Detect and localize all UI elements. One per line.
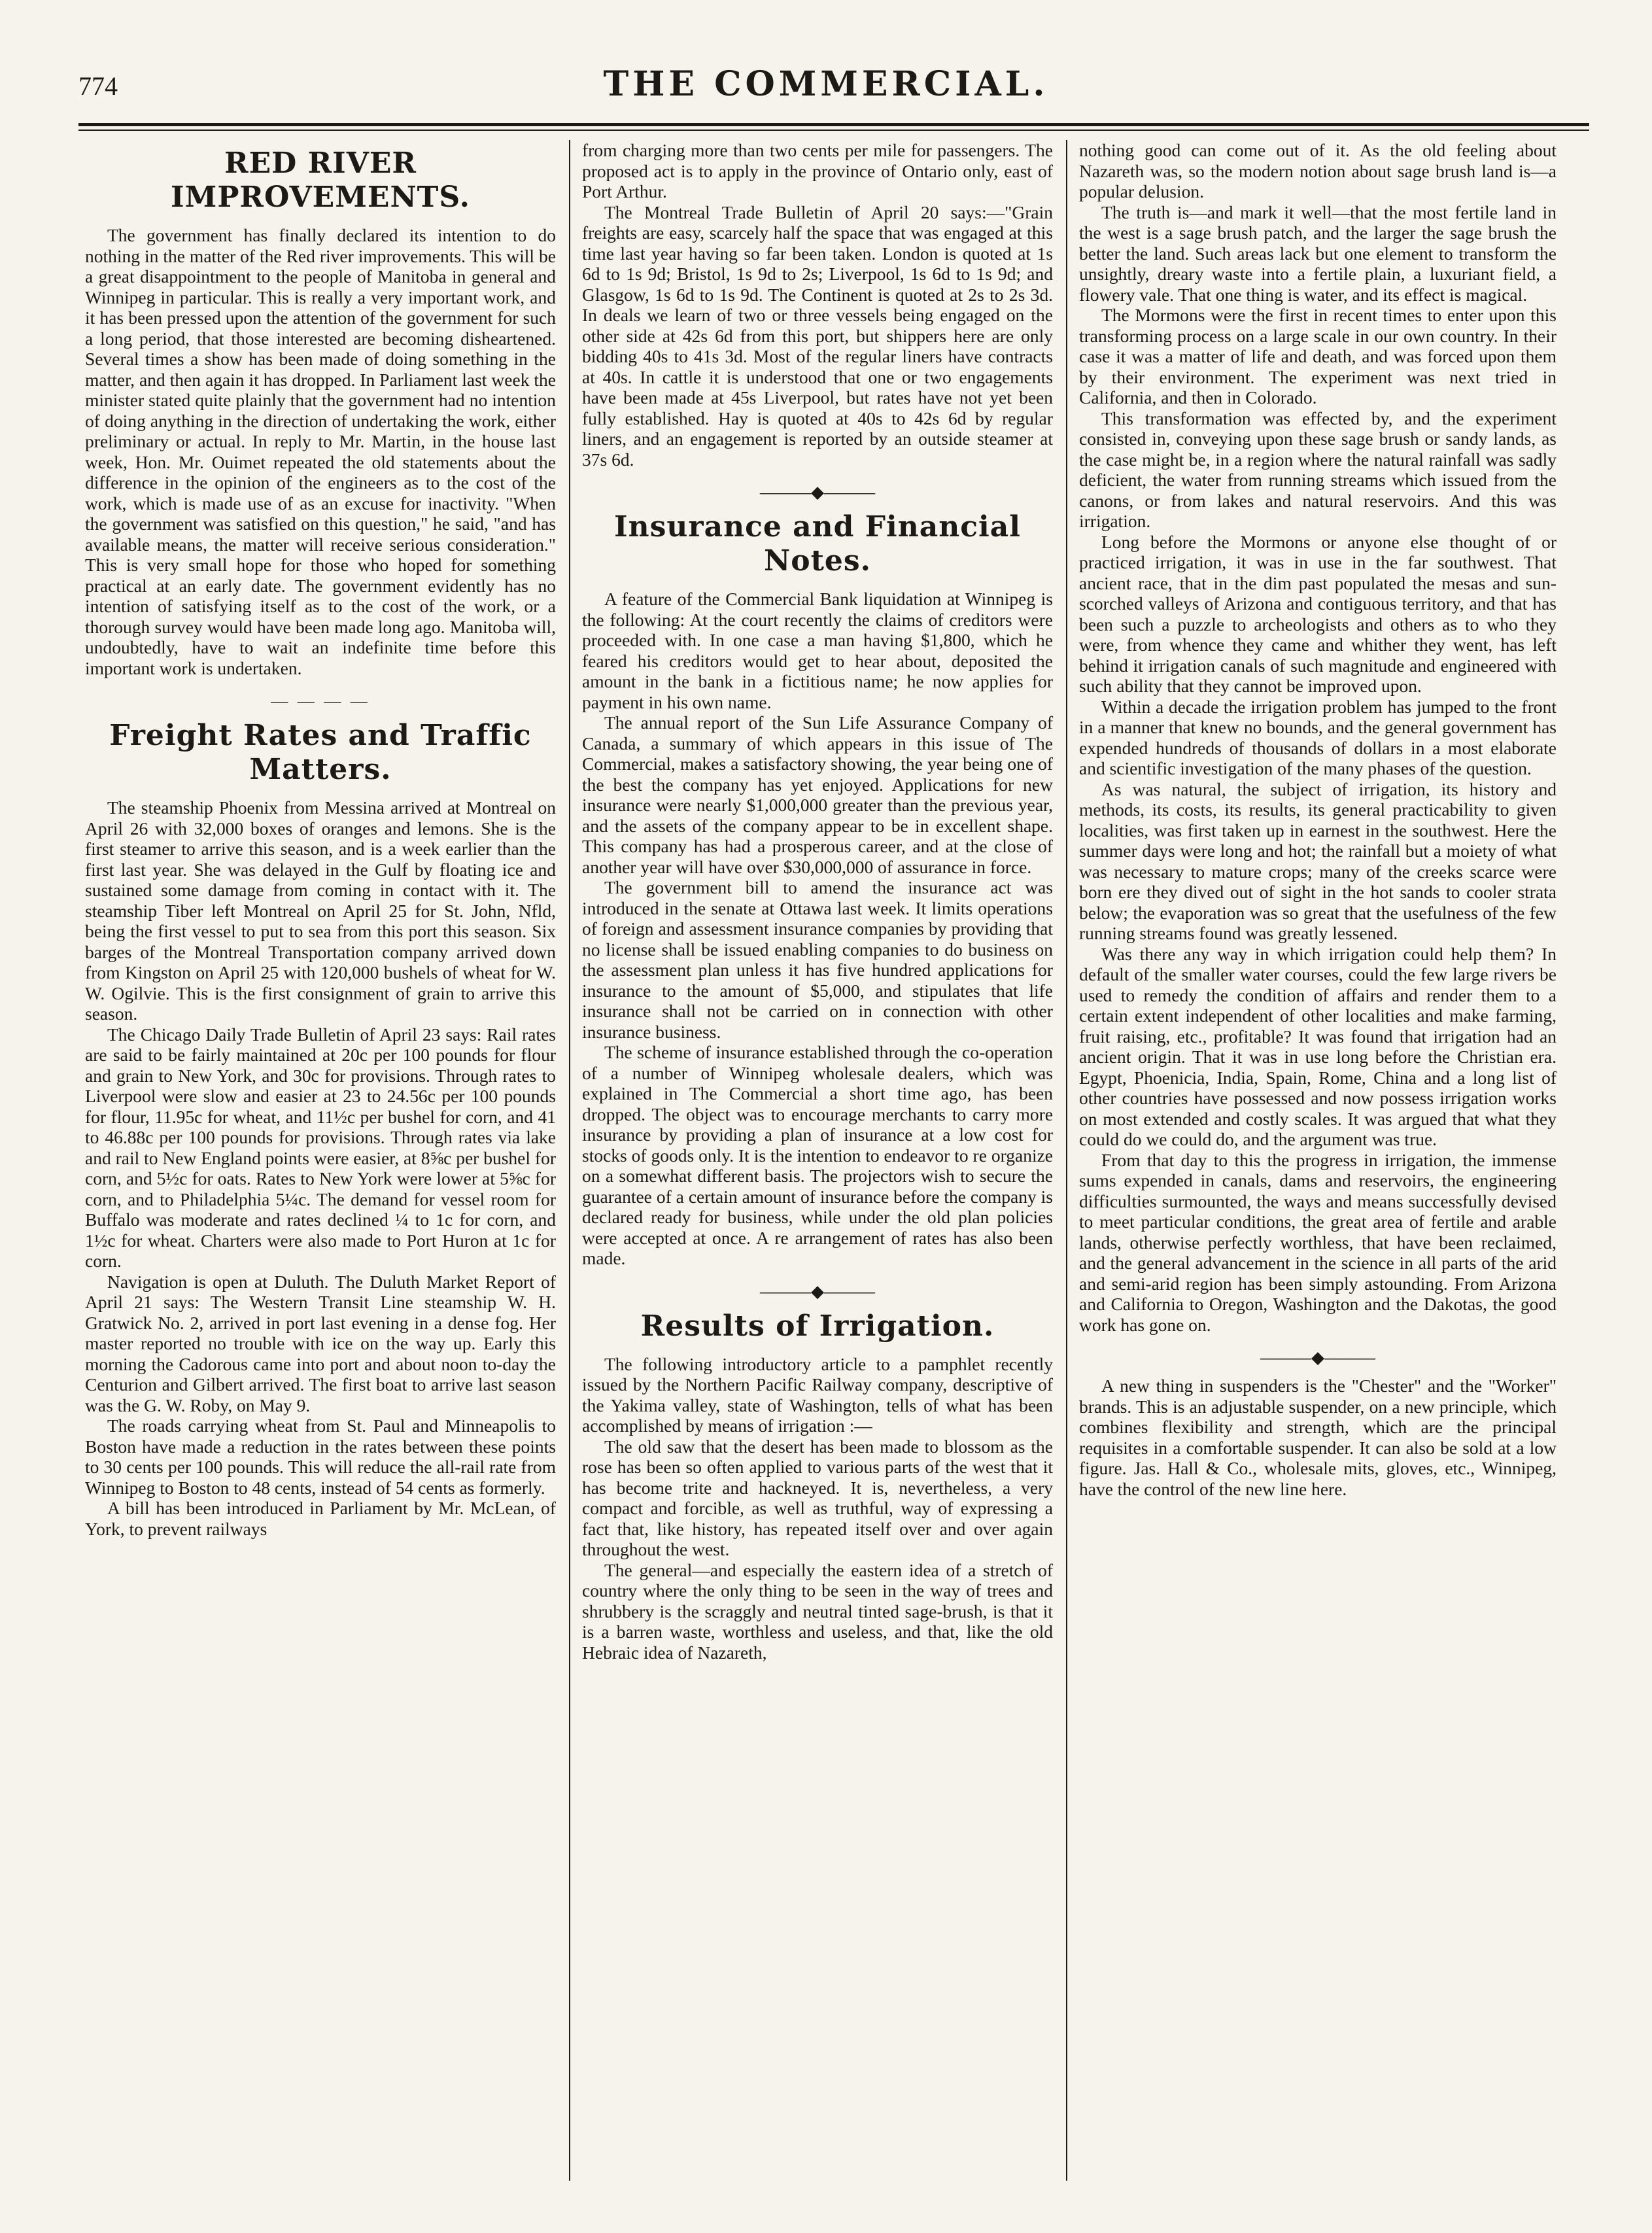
article-paragraph: The roads carrying wheat from St. Paul and Minneapolis to Boston have made a reduction in the rates between these points to 30 cents per 100 pounds. This will reduce the all-rail rate from Winnipeg to Boston to 48 cents, instead of 54 cents as formerly. — [85, 1415, 556, 1498]
article-paragraph: From that day to this the progress in irrigation, the immense sums expended in canals, dams and reservoirs, the engineering difficulties surmounted, the ways and means successfully devised to meet particular conditions, the great area of fertile and arable lands, otherwise perfectly worthless, that have been reclaimed, and the general advancement in the science in all parts of the arid and semi-arid region has been simply astounding. From Arizona and California to Oregon, Washington and the Dakotas, the good work has gone on. — [1079, 1149, 1557, 1335]
article-paragraph: Within a decade the irrigation problem has jumped to the front in a manner that knew no bounds, and the general government has expended hundreds of thousands of dollars in a most elaborate and scientific investigation of the many phases of the question. — [1079, 696, 1557, 778]
article-paragraph: The government has finally declared its intention to do nothing in the matter of the Red river improvements. This will be a great disappointment to the people of Manitoba in general and Winnipeg in particular. This is really a very important work, and it has been pressed upon the attention of the government for such a long period, that those interested are becoming disheartened. Several times a show has been made of doing something in the matter, and then again it has dropped. In Parliament last week the minister stated quite plainly that the government had no intention of doing anything in the direction of undertaking the work, either preliminary or actual. In reply to Mr. Martin, in the house last week, Hon. Mr. Ouimet repeated the old statements about the difference in the opinion of the engineers as to the cost of the work, which is made use of as an excuse for inactivity. "When the government was satisfied on this question," he said, "and has available means, the matter will receive serious consideration." This is very small hope for those who hoped for something practical at an early date. The government evidently has no intention of satisfying itself as to the cost of the work, or a thorough survey would have been made long ago. Manitoba will, undoubtedly, have to wait an indefinite time before this important work is undertaken. — [85, 225, 556, 678]
article-paragraph: Long before the Mormons or anyone else thought of or practiced irrigation, it was in use in the far southwest. That ancient race, that in the dim past populated the mesas and sun-scorched valleys of Arizona and contiguous territory, and that has been such a puzzle to archeologists and others as to who they were, from whence they came and whither they went, has left behind it irrigation canals of such magnitude and engineered with such ability that they cannot be improved upon. — [1079, 531, 1557, 696]
column-separator — [569, 140, 570, 2181]
page-number: 774 — [78, 71, 118, 101]
article-paragraph: The Montreal Trade Bulletin of April 20 says:—"Grain freights are easy, scarcely half the space that was engaged at this time last year having so far been taken. London is quoted at 1s 6d to 1s 9d; Bristol, 1s 9d to 2s; Liverpool, 1s 6d to 1s 9d; and Glasgow, 1s 6d to 1s 9d. The Continent is quoted at 2s to 2s 3d. In deals we learn of two or three vessels being engaged on the other side at 42s 6d from this port, but shippers here are only bidding 40s to 41s 3d. Most of the regular liners have contracts at 40s. In cattle it is understood that one or two engagements have been made at 45s Liverpool, but rates have not yet been fully established. Hay is quoted at 40s to 42s 6d by regular liners, and an engagement is reported by an outside steamer at 37s 6d. — [582, 201, 1053, 470]
article-paragraph: This transformation was effected by, and the experiment consisted in, conveying upon these sage brush or sandy lands, as the case might be, in a region where the natural rainfall was sadly deficient, the water from running streams which issued from the canons, or from lakes and natural reservoirs. And this was irrigation. — [1079, 407, 1557, 531]
column-separator — [1066, 140, 1067, 2181]
section-ornament: ———◆——— — [1260, 1348, 1375, 1367]
article-paragraph: The old saw that the desert has been made to blossom as the rose has been so often applied to various parts of the west that it has become trite and hackneyed. It is, nevertheless, a very compact and forcible, as well as truthful, way of expressing a fact that, like history, has repeated itself over and over again throughout the west. — [582, 1436, 1053, 1559]
article-paragraph: The Chicago Daily Trade Bulletin of April 23 says: Rail rates are said to be fairly maintained at 20c per 100 pounds for flour and grain to New York, and 30c for provisions. Through rates to Liverpool were slow and easier at 23 to 24.56c per 100 pounds for flour, 11.95c for wheat, and 11½c per bushel for corn, and 41 to 46.88c per 100 pounds for provisions. Through rates via lake and rail to New England points were easier, at 8⅝c per bushel for corn, and 5½c for oats. Rates to New York were lower at 5⅝c for corn, and to Philadelphia 5¼c. The demand for vessel room for Buffalo was moderate and rates declined ¼ to 1c for corn, and 1½c for wheat. Charters were also made to Port Huron at 1c for corn. — [85, 1024, 556, 1271]
column-1 — [85, 140, 556, 2194]
article-paragraph: A feature of the Commercial Bank liquidation at Winnipeg is the following: At the court recently the claims of creditors were proceeded with. In one case a man having $1,800, which he feared his creditors would get to hear about, deposited the amount in the bank in a fictitious name; he now applies for payment in his own name. — [582, 589, 1053, 712]
notice-paragraph: A new thing in suspenders is the "Chester" and the "Worker" brands. This is an adjustable suspender, on a new principle, which combines flexibility and strength, which are the principal requisites in a comfortable suspender. It can also be sold at a low figure. Jas. Hall & Co., wholesale mits, gloves, etc., Winnipeg, have the control of the new line here. — [1079, 1376, 1557, 1499]
masthead: THE COMMERCIAL. — [603, 64, 1049, 104]
article-paragraph: The annual report of the Sun Life Assurance Company of Canada, a summary of which appears in this issue of The Commercial, makes a satisfactory showing, the year being one of the best the company has yet enjoyed. Applications for new insurance were nearly $1,000,000 greater than the previous year, and the assets of the company appear to be in excellent shape. This company has had a prosperous career, and at the close of another year will have over $30,000,000 of assurance in force. — [582, 712, 1053, 877]
article-paragraph: nothing good can come out of it. As the old feeling about Nazareth was, so the modern notion about sage brush land is—a popular delusion. — [1079, 140, 1557, 201]
section-divider: — — — — — [271, 691, 370, 710]
article-paragraph: Was there any way in which irrigation could help them? In default of the smaller water courses, could the few large rivers be used to remedy the condition of affairs and render them to a certain extent independent of other localities and make farming, fruit raising, etc., profitable? It was found that irrigation had an ancient origin. That it was in use long before the Christian era. Egypt, Phoenicia, India, Spain, Rome, China and a long list of other countries have possessed and now possess irrigation works on most extended and costly scales. It was argued that what they could do we could do, and the argument was true. — [1079, 943, 1557, 1149]
article-paragraph: The general—and especially the eastern idea of a stretch of country where the only thing to be seen in the way of trees and shrubbery is the scraggly and neutral tinted sage-brush, is that it is a barren waste, worthless and useless, and that, like the old Hebraic idea of Nazareth, — [582, 1559, 1053, 1663]
article-title-freight-rates: Freight Rates and Traffic Matters. — [109, 719, 532, 786]
article-paragraph: Navigation is open at Duluth. The Duluth Market Report of April 21 says: The Western Transit Line steamship W. H. Gratwick No. 2, arrived in port last evening in a dense fog. Her master reported no trouble with ice on the way up. Early this morning the Cadorous came into port and about noon to-day the Centurion and Gilbert arrived. The first boat to arrive last season was the G. W. Roby, on May 9. — [85, 1271, 556, 1415]
column-3 — [1079, 140, 1557, 2194]
article-title-insurance: Insurance and Financial Notes. — [614, 510, 1021, 578]
article-title-irrigation: Results of Irrigation. — [640, 1309, 995, 1343]
article-paragraph: A bill has been introduced in Parliament by Mr. McLean, of York, to prevent railways — [85, 1498, 556, 1539]
article-paragraph: As was natural, the subject of irrigation, its history and methods, its costs, its results, its general practicability to given localities, was first taken up in earnest in the southwest. Here the summer days were long and hot; the rainfall but a moiety of what was necessary to mature crops; many of the creeks scarce were born ere they dived out of sight in the hot sands to cooler strata below; the evaporation was so great that the usefulness of the few running streams found was greatly lessened. — [1079, 778, 1557, 943]
masthead-rule — [78, 123, 1589, 126]
article-paragraph: from charging more than two cents per mile for passengers. The proposed act is to apply in the province of Ontario only, east of Port Arthur. — [582, 140, 1053, 201]
article-paragraph: The truth is—and mark it well—that the most fertile land in the west is a sage brush patch, and the larger the sage brush the better the land. Such areas lack but one element to transform the unsightly, dreary waste into a fertile plain, a luxuriant field, a flowery vale. That one thing is water, and its effect is magical. — [1079, 201, 1557, 305]
article-title-red-river: RED RIVER IMPROVEMENTS. — [171, 147, 470, 214]
article-paragraph: The scheme of insurance established through the co-operation of a number of Winnipeg wholesale dealers, which was explained in The Commercial a short time ago, has been dropped. The object was to encourage merchants to carry more insurance by providing a plan of insurance at a low cost for stocks of goods only. It is the intention to endeavor to re organize on a somewhat different basis. The projectors wish to secure the guarantee of a certain amount of insurance before the company is declared ready for business, while under the old plan policies were accepted at once. A re arrangement of rates has also been made. — [582, 1042, 1053, 1268]
column-2 — [582, 140, 1053, 2194]
section-ornament: ———◆——— — [760, 1281, 875, 1301]
masthead-rule-thin — [78, 130, 1589, 131]
section-ornament: ———◆——— — [760, 483, 875, 502]
article-paragraph: The following introductory article to a pamphlet recently issued by the Northern Pacific Railway company, descriptive of the Yakima valley, state of Washington, tells of what has been accomplished by means of irrigation :— — [582, 1353, 1053, 1436]
article-paragraph: The Mormons were the first in recent times to enter upon this transforming process on a large scale in our own country. In their case it was a matter of life and death, and was forced upon them by their environment. The experiment was next tried in California, and then in Colorado. — [1079, 305, 1557, 407]
article-paragraph: The steamship Phoenix from Messina arrived at Montreal on April 26 with 32,000 boxes of oranges and lemons. She is the first steamer to arrive this season, and is a week earlier than the first last year. She was delayed in the Gulf by floating ice and sustained some damage from coming in contact with it. The steamship Tiber left Montreal on April 25 for St. John, Nfld, being the first vessel to put to sea from this port this season. Six barges of the Montreal Transportation company arrived down from Kingston on April 25 with 120,000 bushels of wheat for W. W. Ogilvie. This is the first consignment of grain to arrive this season. — [85, 797, 556, 1024]
article-paragraph: The government bill to amend the insurance act was introduced in the senate at Ottawa last week. It limits operations of foreign and assessment insurance companies by providing that no license shall be issued enabling companies to do business on the assessment plan unless it has five hundred applications for insurance to the amount of $5,000, and stipulates that life insurance shall not be carried on in connection with other insurance business. — [582, 877, 1053, 1042]
